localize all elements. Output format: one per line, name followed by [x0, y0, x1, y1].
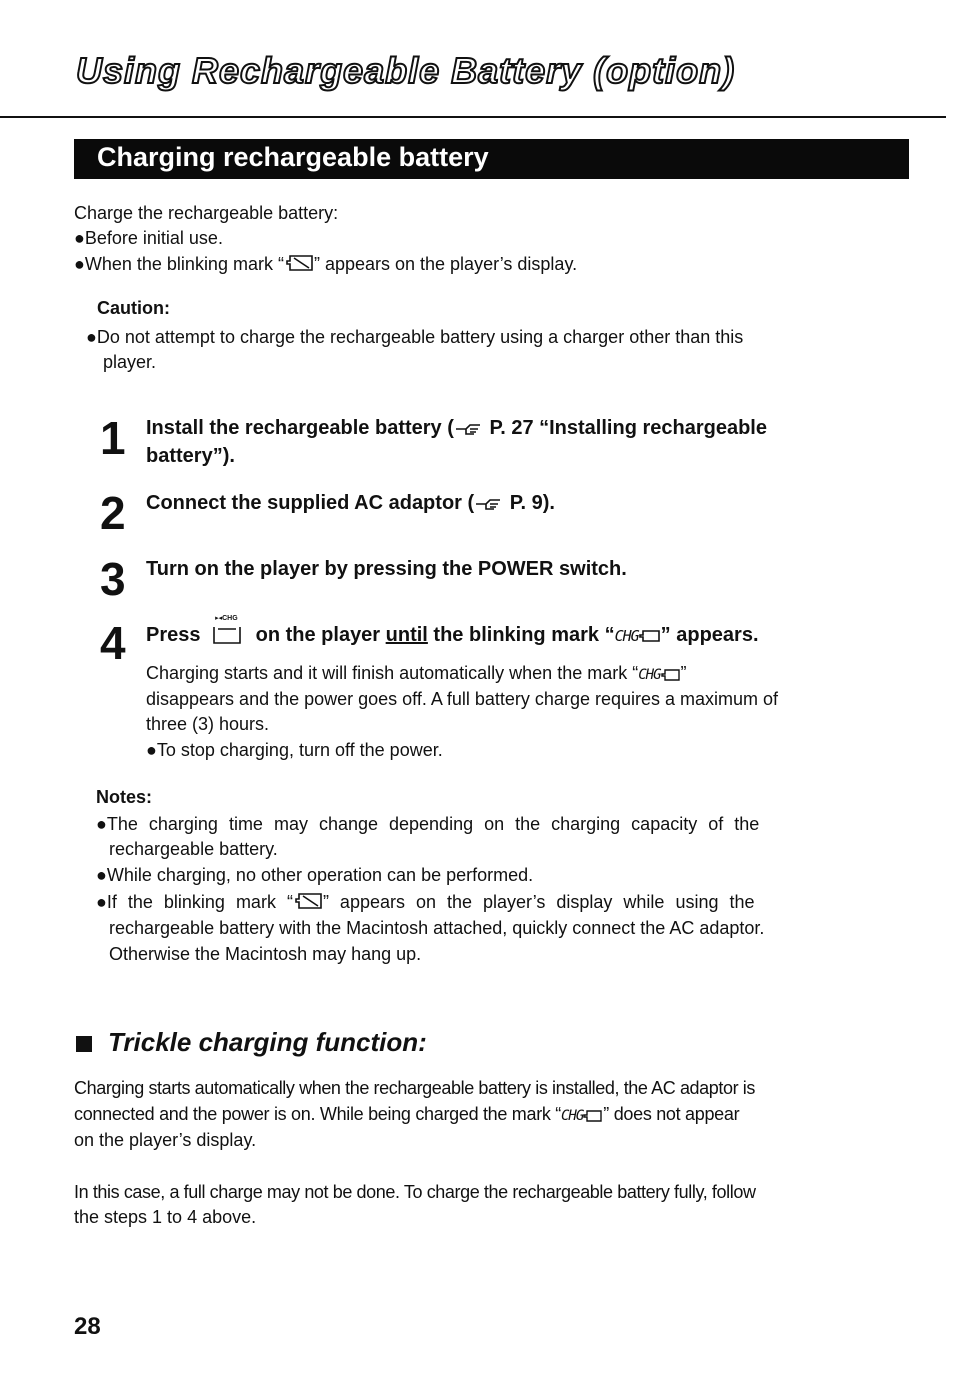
step-3-text: Turn on the player by pressing the POWER switch.	[146, 558, 627, 580]
step-4-text-until: until	[385, 624, 428, 646]
intro-bullet-2	[74, 251, 577, 277]
caution-label: Caution:	[97, 298, 170, 318]
step-4-text-a: Press	[146, 624, 207, 646]
step-4-detail-text-b: ”	[680, 663, 687, 683]
note-3-line-2: rechargeable battery with the Macintosh attached, quickly connect the AC adaptor.	[109, 918, 765, 938]
chg-mark: CHG	[638, 667, 661, 683]
step-4-detail-line-4: ●To stop charging, turn off the power.	[146, 740, 443, 760]
intro-lead: Charge the rechargeable battery:	[74, 203, 339, 223]
section-banner	[74, 139, 909, 179]
intro-bullet-2-text-a: ●When the blinking mark “	[74, 254, 284, 274]
battery-icon	[583, 1109, 603, 1123]
step-1-text-a: Install the rechargeable battery (	[146, 417, 454, 439]
charge-button-icon	[206, 615, 250, 647]
trickle-p1-text-a: connected and the power is on. While being charged the mark “	[74, 1104, 561, 1124]
notes-label: Notes:	[96, 787, 153, 807]
chg-mark: CHG	[561, 1108, 584, 1124]
step-2-text	[146, 489, 555, 517]
trickle-p1-line-3: on the player’s display.	[74, 1130, 257, 1150]
step-number-4: 4	[100, 617, 126, 669]
note-3-text-b: ” appears on the player’s display while using the	[322, 892, 755, 912]
section-title: Charging rechargeable battery	[97, 142, 489, 172]
battery-icon	[661, 668, 681, 682]
step-number-2: 2	[100, 487, 126, 539]
step-number-3: 3	[100, 553, 126, 605]
trickle-p1-line-1: Charging starts automatically when the rechargeable battery is installed, the AC adaptor is	[74, 1078, 755, 1098]
trickle-p2-line-1: In this case, a full charge may not be done. To charge the rechargeable battery fully, follow	[74, 1182, 756, 1202]
step-1-text-b: P. 27 “Installing rechargeable	[483, 417, 767, 439]
step-4-text-c: the blinking mark “	[427, 624, 615, 646]
step-1-text-c: battery”).	[146, 445, 235, 467]
step-2-text-b: P. 9).	[504, 492, 555, 514]
caution-line-2: player.	[103, 352, 157, 372]
step-4-detail-text-a: Charging starts and it will finish automatically when the mark “	[146, 663, 639, 683]
step-4-detail-line-3: three (3) hours.	[146, 714, 270, 734]
step-2-text-a: Connect the supplied AC adaptor (	[146, 492, 475, 514]
battery-icon	[639, 628, 661, 644]
header-rule	[0, 116, 946, 118]
intro-bullet-2-text-b: ” appears on the player’s display.	[313, 254, 578, 274]
note-1-line-1: ●The charging time may change depending on the charging capacity of the	[96, 814, 760, 834]
chg-mark: CHG	[614, 627, 639, 645]
step-4-text-b: on the player	[250, 624, 386, 646]
chapter-title: Using Rechargeable Battery (option)	[76, 50, 736, 91]
low-battery-icon	[284, 253, 314, 273]
see-page-hand-icon	[474, 494, 504, 512]
step-4-text-d: ” appears.	[660, 624, 759, 646]
note-3-text-a: ●If the blinking mark “	[96, 892, 293, 912]
note-3-line-3: Otherwise the Macintosh may hang up.	[109, 944, 422, 964]
low-battery-icon	[293, 891, 323, 911]
step-4-detail-line-2: disappears and the power goes off. A full battery charge requires a maximum of	[146, 689, 779, 709]
trickle-title: Trickle charging function:	[108, 1027, 427, 1057]
trickle-p1-line-2	[74, 1101, 739, 1129]
note-3-line-1	[96, 889, 755, 915]
charge-button-small-label: ▸◂CHG	[215, 615, 238, 622]
note-2: ●While charging, no other operation can be performed.	[96, 865, 534, 885]
page-number: 28	[74, 1313, 101, 1340]
step-1-text	[146, 414, 767, 442]
trickle-p1-text-b: ” does not appear	[603, 1104, 740, 1124]
trickle-p2-line-2: the steps 1 to 4 above.	[74, 1207, 257, 1227]
see-page-hand-icon	[454, 419, 484, 437]
step-4-text	[146, 615, 759, 650]
step-number-1: 1	[100, 412, 126, 464]
section-square-bullet	[76, 1036, 92, 1052]
step-4-detail-line-1	[146, 660, 687, 688]
intro-bullet-1: ●Before initial use.	[74, 228, 223, 248]
caution-line-1: ●Do not attempt to charge the rechargeable battery using a charger other than this	[86, 327, 744, 347]
note-1-line-2: rechargeable battery.	[109, 839, 278, 859]
